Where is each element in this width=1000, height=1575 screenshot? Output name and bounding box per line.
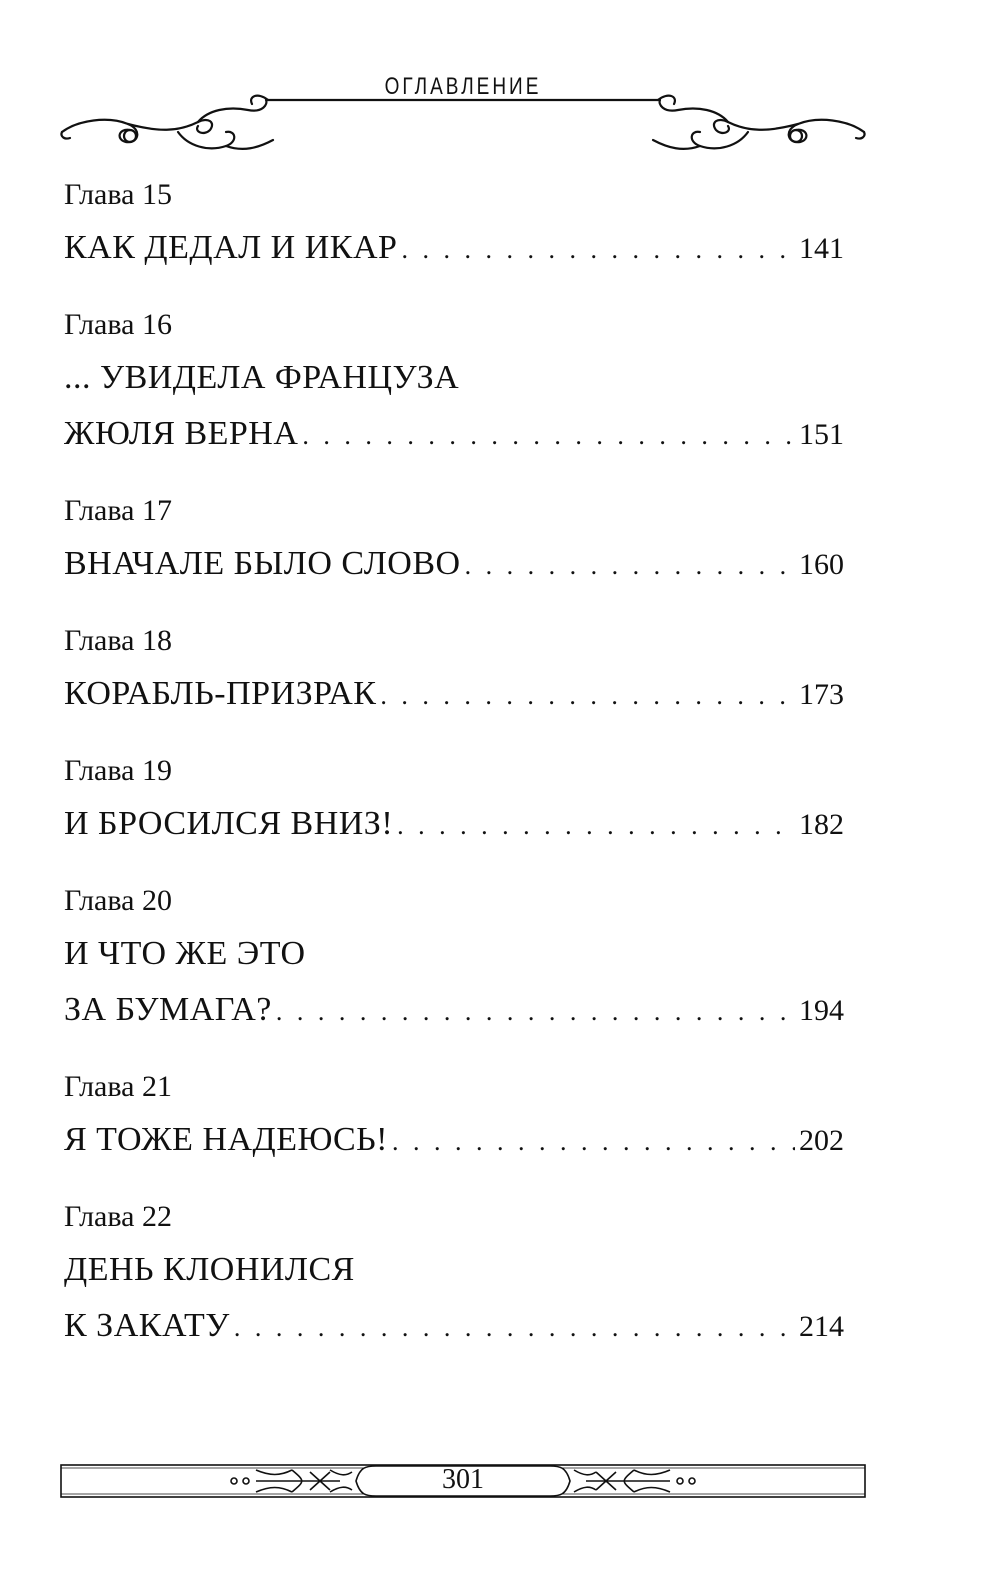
dot-leader — [276, 984, 795, 1038]
page-ref: 141 — [799, 232, 844, 265]
page-ref: 202 — [799, 1124, 844, 1157]
dot-leader — [234, 1300, 795, 1354]
dot-leader — [397, 798, 795, 852]
page-ref: 194 — [799, 994, 844, 1027]
chapter-title-line — [64, 1298, 844, 1354]
page-number: 301 — [442, 1464, 484, 1495]
chapter-title: КАК ДЕДАЛ И ИКАР — [64, 229, 398, 266]
toc-entry[interactable] — [64, 300, 844, 462]
chapter-title-line — [64, 1242, 844, 1298]
chapter-label: Глава 17 — [64, 494, 172, 527]
page-ref: 151 — [799, 418, 844, 451]
chapter-title: ЖЮЛЯ ВЕРНА — [64, 415, 299, 452]
dot-leader — [465, 538, 795, 592]
dot-leader — [392, 1114, 795, 1168]
chapter-title-line — [64, 982, 844, 1038]
chapter-title: ... УВИДЕЛА ФРАНЦУЗА — [64, 359, 460, 396]
chapter-title: К ЗАКАТУ — [64, 1307, 230, 1344]
chapter-title-line — [64, 350, 844, 406]
page-ref: 160 — [799, 548, 844, 581]
chapter-label: Глава 19 — [64, 754, 172, 787]
chapter-label: Глава 22 — [64, 1200, 172, 1233]
page-ref: 214 — [799, 1310, 844, 1343]
page-footer — [60, 1462, 866, 1502]
page-header — [58, 60, 868, 170]
chapter-title: И БРОСИЛСЯ ВНИЗ! — [64, 805, 394, 842]
chapter-title: КОРАБЛЬ-ПРИЗРАК — [64, 675, 377, 712]
chapter-label: Глава 21 — [64, 1070, 172, 1103]
chapter-title-line — [64, 796, 844, 852]
chapter-title: ВНАЧАЛЕ БЫЛО СЛОВО — [64, 545, 461, 582]
chapter-title-line — [64, 1112, 844, 1168]
page-ref: 182 — [799, 808, 844, 841]
toc-entry[interactable] — [64, 746, 844, 852]
chapter-title-line — [64, 406, 844, 462]
toc-entry[interactable] — [64, 876, 844, 1038]
chapter-title-line — [64, 220, 844, 276]
toc-entry[interactable] — [64, 1062, 844, 1168]
chapter-title: ДЕНЬ КЛОНИЛСЯ — [64, 1251, 355, 1288]
toc-entry[interactable] — [64, 1192, 844, 1354]
chapter-label: Глава 20 — [64, 884, 172, 917]
chapter-title: Я ТОЖЕ НАДЕЮСЬ! — [64, 1121, 388, 1158]
chapter-title: И ЧТО ЖЕ ЭТО — [64, 935, 306, 972]
toc-entry[interactable] — [64, 170, 844, 276]
chapter-label: Глава 16 — [64, 308, 172, 341]
chapter-title: ЗА БУМАГА? — [64, 991, 272, 1028]
chapter-title-line — [64, 926, 844, 982]
dot-leader — [302, 408, 795, 462]
dot-leader — [401, 222, 795, 276]
chapter-title-line — [64, 666, 844, 722]
page-ref: 173 — [799, 678, 844, 711]
table-of-contents — [64, 170, 844, 1378]
dot-leader — [380, 668, 795, 722]
header-title: ОГЛАВЛЕНИЕ — [384, 74, 542, 101]
chapter-label: Глава 18 — [64, 624, 172, 657]
chapter-title-line — [64, 536, 844, 592]
chapter-label: Глава 15 — [64, 178, 172, 211]
toc-entry[interactable] — [64, 616, 844, 722]
toc-entry[interactable] — [64, 486, 844, 592]
